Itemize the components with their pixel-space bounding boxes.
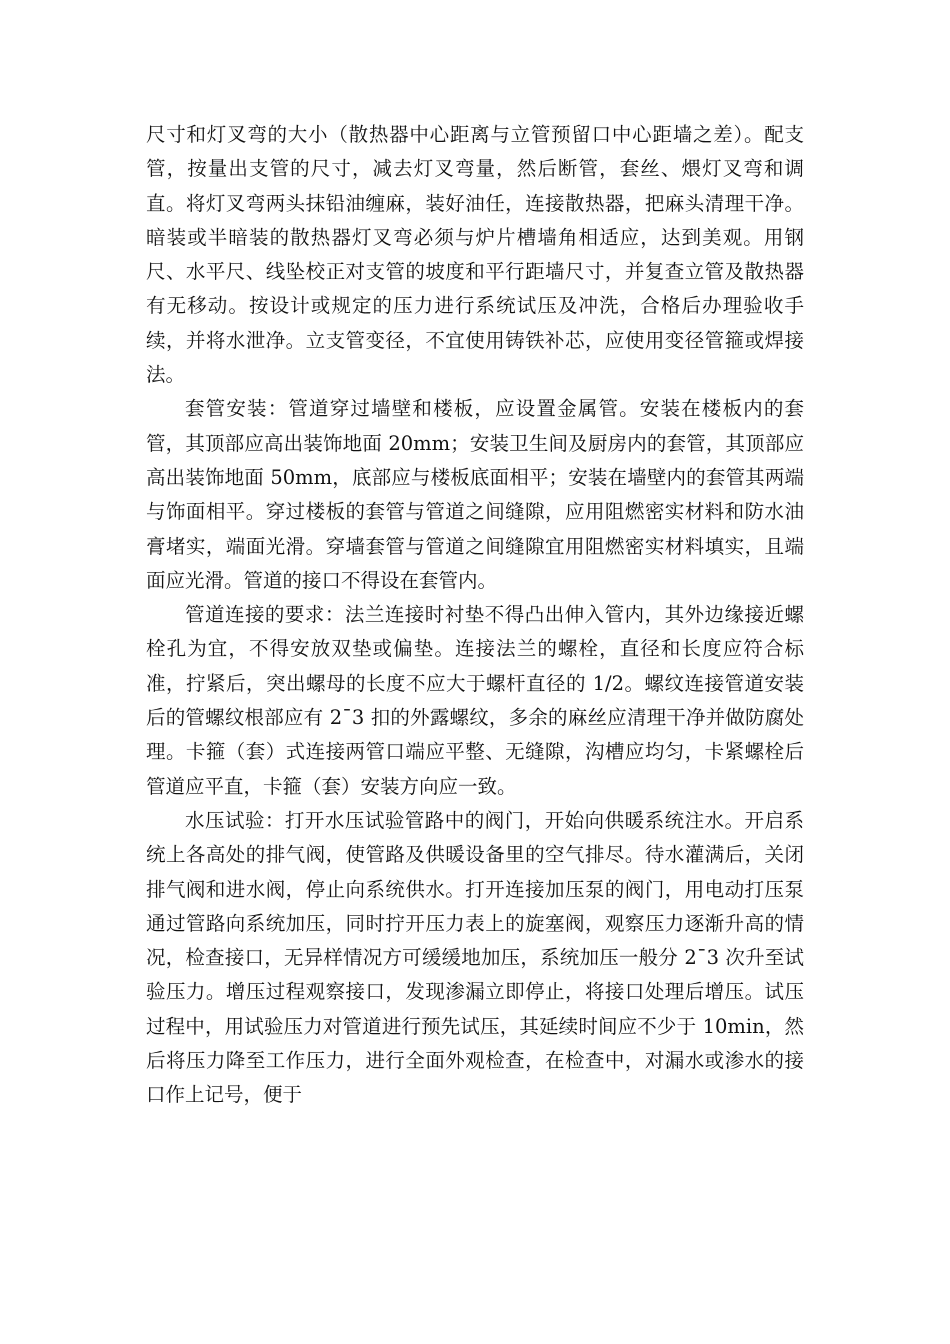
paragraph-radiator-branch-pipe: 尺寸和灯叉弯的大小（散热器中心距离与立管预留口中心距墙之差）。配支管，按量出支管的尺寸，减去灯叉弯量，然后断管，套丝、煨灯叉弯和调直。将灯叉弯两头抹铅油缠麻，装好油任，连接散热器，把麻头清理干净。暗装或半暗装的散热器灯叉弯必须与炉片槽墙角相适应，达到美观。用钢尺、水平尺、线坠校正对支管的坡度和平行距墙尺寸，并复查立管及散热器有无移动。按设计或规定的压力进行系统试压及冲洗，合格后办理验收手续，并将水泄净。立支管变径，不宜使用铸铁补芯，应使用变径管箍或焊接法。 [146, 123, 804, 387]
document-body [146, 118, 804, 1113]
paragraph-hydrostatic-test: 水压试验：打开水压试验管路中的阀门，开始向供暖系统注水。开启系统上各高处的排气阀，使管路及供暖设备里的空气排尽。待水灌满后，关闭排气阀和进水阀，停止向系统供水。打开连接加压泵的阀门，用电动打压泵通过管路向系统加压，同时拧开压力表上的旋塞阀，观察压力逐渐升高的情况，检查接口，无异样情况方可缓缓地加压，系统加压一般分 2¯3 次升至试验压力。增压过程观察接口，发现渗漏立即停止，将接口处理后增压。试压过程中，用试验压力对管道进行预先试压，其延续时间应不少于 10min，然后将压力降至工作压力，进行全面外观检查，在检查中，对漏水或渗水的接口作上记号，便于 [146, 808, 804, 1107]
paragraph-sleeve-installation: 套管安装：管道穿过墙壁和楼板，应设置金属管。安装在楼板内的套管，其顶部应高出装饰地面 20mm；安装卫生间及厨房内的套管，其顶部应高出装饰地面 50mm，底部应与楼板底面相平；安装在墙壁内的套管其两端与饰面相平。穿过楼板的套管与管道之间缝隙，应用阻燃密实材料和防水油膏堵实，端面光滑。穿墙套管与管道之间缝隙宜用阻燃密实材料填实，且端面应光滑。管道的接口不得设在套管内。 [146, 397, 804, 592]
paragraph-pipe-connection: 管道连接的要求：法兰连接时衬垫不得凸出伸入管内，其外边缘接近螺栓孔为宜，不得安放双垫或偏垫。连接法兰的螺栓，直径和长度应符合标准，拧紧后，突出螺母的长度不应大于螺杆直径的 1/2。螺纹连接管道安装后的管螺纹根部应有 2¯3 扣的外露螺纹，多余的麻丝应清理干净并做防腐处理。卡箍（套）式连接两管口端应平整、无缝隙，沟槽应均匀，卡紧螺栓后管道应平直，卡箍（套）安装方向应一致。 [146, 603, 804, 798]
